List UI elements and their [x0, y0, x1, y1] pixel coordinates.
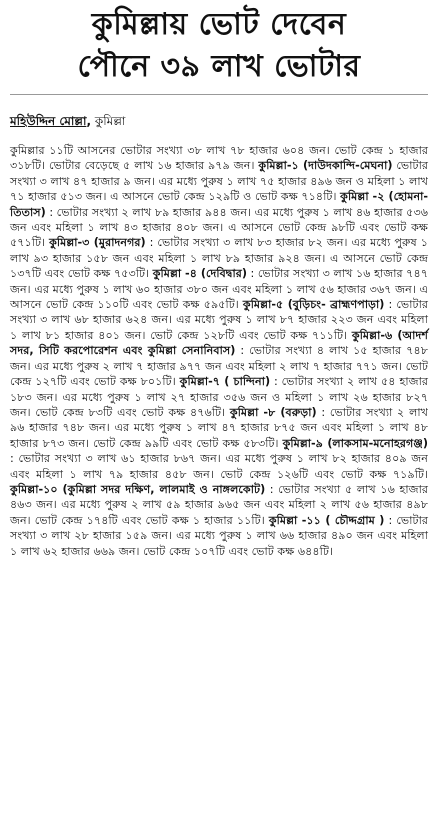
- body-text-segment: ভোটার সংখ্যা ৩ লাখ ৪৭ হাজার ৯ জন। এর মধ্যে পুরুষ ১ লাখ ৭৫ হাজার ৪৯৬ জন ও মহিলা ১ লাখ ৭১ হাজার ৫১৩ জন। এ আসনে ভোট কেন্দ্র ১২৯টি ও ভোট কক্ষ ৭১৪টি।: [10, 159, 429, 204]
- headline: [10, 0, 428, 88]
- body-text-segment: : ভোটার সংখ্যা ৩ লাখ ১৬ হাজার ৭৪৭ জন। এর মধ্যে পুরুষ ১ লাখ ৬০ হাজার ৩৮০ জন এবং মহিলা ১ লাখ ৫৬ হাজার ৩৬৭ জন। এ আসনে ভোট কেন্দ্র ১১০টি এবং ভোট কক্ষ ৫৯৫টি।: [10, 267, 428, 312]
- byline: [10, 113, 428, 129]
- body-text-segment: : ভোটার সংখ্যা ২ লাখ ৮৯ হাজার ৯৪৪ জন। এর মধ্যে পুরুষ ১ লাখ ৪৬ হাজার ৫৩৬ জন এবং মহিলা ১ লাখ ৪৩ হাজার ৪০৮ জন। এ আসনে ভোট কেন্দ্র ৯৮টি এবং ভোট কক্ষ ৫৭১টি।: [10, 205, 428, 250]
- body-text-segment: : ভোটার সংখ্যা ৩ লাখ ৮৩ হাজার ৮২ জন। এর মধ্যে পুরুষ ১ লাখ ৯৩ হাজার ১৫৮ জন এবং মহিলা ১ লাখ ৮৯ হাজার ৯২৪ জন। এ আসনে ভোট কেন্দ্র ১৩৭টি এবং ভোট কক্ষ ৭৫৩টি।: [10, 236, 428, 281]
- constituency-heading: কুমিল্লা-১ (দাউদকান্দি-মেঘনা): [258, 159, 393, 173]
- byline-separator: ,: [86, 114, 91, 128]
- constituency-heading: কুমিল্লা-৬ (আদর্শ সদর, সিটি করপোরেশন এবং কুমিল্লা সেনানিবাস): [10, 328, 428, 358]
- article-body: [10, 143, 428, 559]
- article-paragraph: [10, 143, 428, 559]
- headline-line-1: কুমিল্লায় ভোট দেবেন: [91, 7, 347, 42]
- constituency-heading: কুমিল্লা -১১ ( চৌদ্দগ্রাম ): [268, 513, 385, 527]
- constituency-heading: কুমিল্লা -২ (হোমনা-তিতাস): [10, 190, 429, 219]
- constituency-heading: কুমিল্লা-৫ (বুড়িচং- ব্রাহ্মণপাড়া): [242, 298, 385, 312]
- body-text-segment: : ভোটার সংখ্যা ৪ লাখ ১৫ হাজার ৭৪৮ জন। এর মধ্যে পুরুষ ২ লাখ ৭ হাজার ৯৭৭ জন এবং মহিলা ২ লাখ ৭ হাজার ৭৭১ জন। ভোট কেন্দ্র ১২৭টি এবং ভোট কক্ষ ৮০১টি।: [10, 344, 428, 389]
- body-text-segment: : ভোটার সংখ্যা ২ লাখ ৫৪ হাজার ১৮৩ জন। এর মধ্যে পুরুষ ১ লাখ ২৭ হাজার ৩৫৬ জন ও মহিলা ১ লাখ ২৬ হাজার ৮২৭ জন। ভোট কেন্দ্র ৮৩টি এবং ভোট কক্ষ ৪৭৬টি।: [10, 375, 428, 419]
- headline-line-2: পৌনে ৩৯ লাখ ভোটার: [77, 49, 361, 84]
- constituency-heading: কুমিল্লা-৩ (মুরাদনগর): [49, 236, 146, 250]
- byline-location: কুমিল্লা: [94, 114, 126, 128]
- constituency-heading: কুমিল্লা-১০ (কুমিল্লা সদর দক্ষিণ, লালমাই ও নাঙ্গলকোট): [10, 482, 266, 496]
- constituency-heading: কুমিল্লা -৪ (দেবিদ্বার): [152, 267, 247, 281]
- body-text-segment: : ভোটার সংখ্যা ৫ লাখ ১৬ হাজার ৪৬৩ জন। এর মধ্যে পুরুষ ২ লাখ ৫৯ হাজার ৯৬৫ জন এবং মহিলা ২ লাখ ৫৬ হাজার ৪৯৮ জন। ভোট কেন্দ্র ১৭৪টি এবং ভোট কক্ষ ১ হাজার ১১টি।: [10, 482, 428, 527]
- byline-author: মহিউদ্দিন মোল্লা: [10, 114, 87, 128]
- body-text-segment: : ভোটার সংখ্যা ৩ লাখ ৬১ হাজার ৮৬৭ জন। এর মধ্যে পুরুষ ১ লাখ ৮২ হাজার ৪০৯ জন এবং মহিলা ১ লাখ ৭৯ হাজার ৪৫৮ জন। ভোট কেন্দ্র ১২৬টি এবং ভোট কক্ষ ৭১৯টি।: [10, 452, 428, 481]
- constituency-heading: কুমিল্লা-৯ (লাকসাম-মনোহরগঞ্জ): [282, 436, 428, 450]
- constituency-heading: কুমিল্লা -৮ (বরুড়া): [229, 405, 317, 419]
- body-text-segment: কুমিল্লার ১১টি আসনের ভোটার সংখ্যা ৩৮ লাখ ৭৮ হাজার ৬০৪ জন। ভোট কেন্দ্র ১ হাজার ৩১৮টি। ভোটার বেড়েছে ৫ লাখ ১৬ হাজার ৯৭৯ জন।: [10, 144, 428, 173]
- headline-divider: [10, 94, 428, 95]
- body-text-segment: : ভোটার সংখ্যা ৩ লাখ ২৮ হাজার ১৫৯ জন। এর মধ্যে পুরুষ ১ লাখ ৬৬ হাজার ৪৯০ জন এবং মহিলা ১ লাখ ৬২ হাজার ৬৬৯ জন। ভোট কেন্দ্র ১০৭টি এবং ভোট কক্ষ ৬৪৪টি।: [10, 513, 428, 558]
- constituency-heading: কুমিল্লা-৭ ( চান্দিনা): [179, 375, 271, 389]
- body-text-segment: : ভোটার সংখ্যা ২ লাখ ৯৬ হাজার ৭৪৮ জন। এর মধ্যে পুরুষ ১ লাখ ৪৭ হাজার ৮৭৫ জন এবং মহিলা ১ লাখ ৪৮ হাজার ৮৭৩ জন। ভোট কেন্দ্র ৯৯টি এবং ভোট কক্ষ ৫৮৩টি।: [10, 405, 429, 450]
- body-text-segment: : ভোটার সংখ্যা ৩ লাখ ৬৮ হাজার ৬২৪ জন। এর মধ্যে পুরুষ ১ লাখ ৮৭ হাজার ২২৩ জন এবং মহিলা ১ লাখ ৮১ হাজার ৪০১ জন। ভোট কেন্দ্র ১২৮টি এবং ভোট কক্ষ ৭১১টি।: [10, 298, 428, 342]
